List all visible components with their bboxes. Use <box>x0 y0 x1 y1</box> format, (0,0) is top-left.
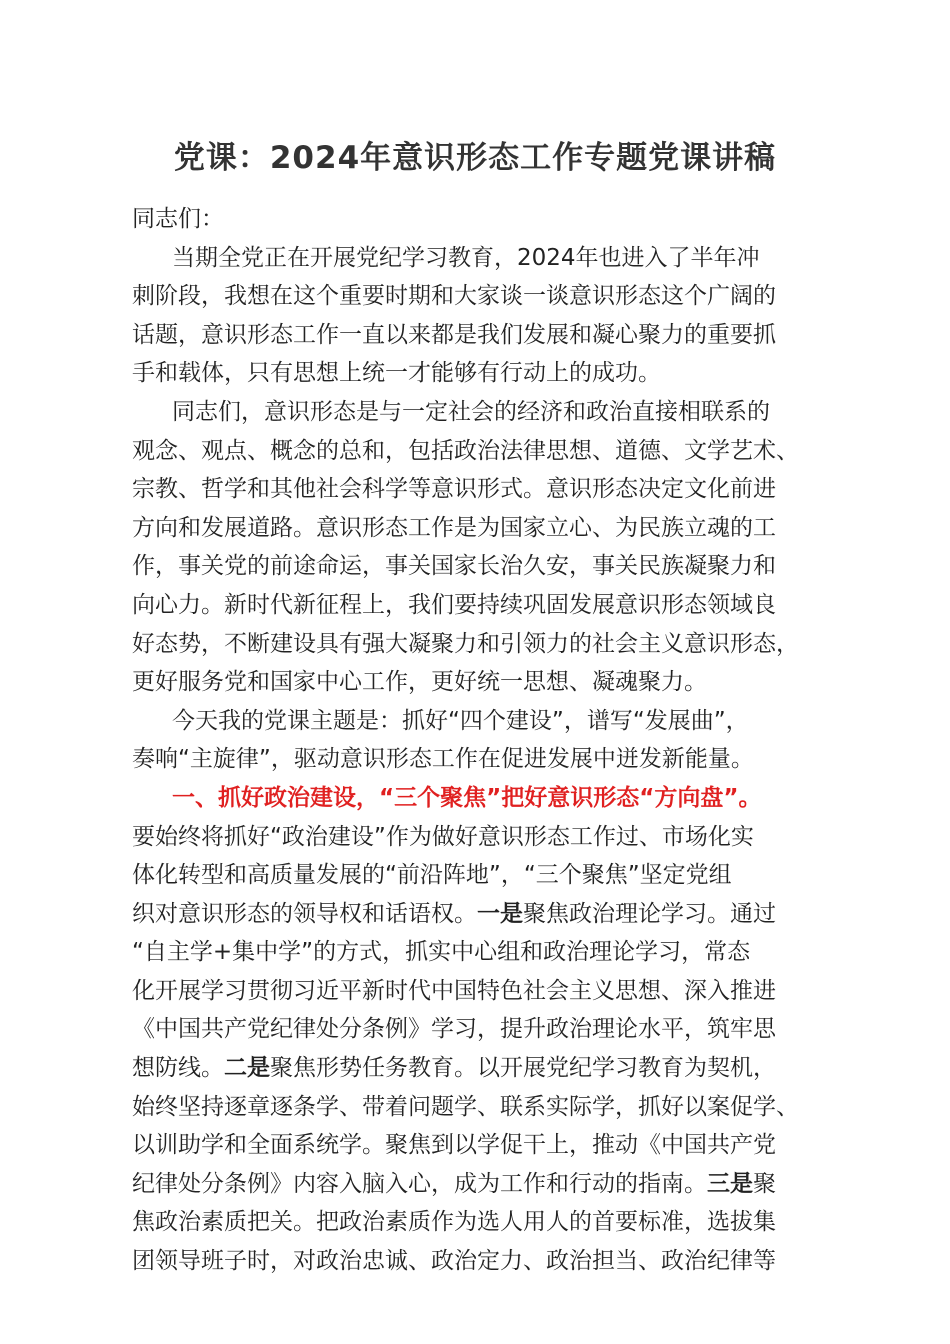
text-run: 聚焦政治理论学习。通过 <box>523 900 776 927</box>
paragraph-line: 焦政治素质把关。把政治素质作为选人用人的首要标准，选拔集 <box>132 1209 776 1236</box>
paragraph-line: 手和载体，只有思想上统一才能够有行动上的成功。 <box>132 360 661 387</box>
paragraph-line: 作，事关党的前途命运，事关国家长治久安，事关民族凝聚力和 <box>132 553 776 580</box>
section-heading: 一、抓好政治建设，“三个聚焦”把好意识形态“方向盘”。 <box>172 784 762 811</box>
paragraph-line: 以训助学和全面系统学。聚焦到以学促干上，推动《中国共产党 <box>132 1132 776 1159</box>
text-run: 聚焦形势任务教育。以开展党纪学习教育为契机， <box>270 1055 776 1082</box>
paragraph-line: 要始终将抓好“政治建设”作为做好意识形态工作过、市场化实 <box>132 823 754 850</box>
paragraph-line: 向心力。新时代新征程上，我们要持续巩固发展意识形态领域良 <box>132 591 776 618</box>
paragraph-line: 宗教、哲学和其他社会科学等意识形式。意识形态决定文化前进 <box>132 476 776 503</box>
paragraph-line: 同志们，意识形态是与一定社会的经济和政治直接相联系的 <box>172 398 770 425</box>
text-run: 聚 <box>753 1170 776 1197</box>
paragraph-line: 当期全党正在开展党纪学习教育，2024年也进入了半年冲 <box>172 244 760 271</box>
paragraph-line: 方向和发展道路。意识形态工作是为国家立心、为民族立魂的工 <box>132 514 776 541</box>
paragraph-line: 奏响“主旋律”，驱动意识形态工作在促进发展中迸发新能量。 <box>132 746 754 773</box>
paragraph-line <box>132 1165 852 1204</box>
paragraph-line: 今天我的党课主题是：抓好“四个建设”，谱写“发展曲”， <box>172 707 749 734</box>
text-run: 织对意识形态的领导权和话语权。 <box>132 900 477 927</box>
paragraph-line: 体化转型和高质量发展的“前沿阵地”，“三个聚焦”坚定党组 <box>132 862 732 889</box>
paragraph-line <box>132 1049 852 1088</box>
paragraph-line <box>132 895 852 934</box>
paragraph-line: 话题，意识形态工作一直以来都是我们发展和凝心聚力的重要抓 <box>132 321 776 348</box>
text-run: 纪律处分条例》内容入脑入心，成为工作和行动的指南。 <box>132 1170 707 1197</box>
paragraph-line: 刺阶段，我想在这个重要时期和大家谈一谈意识形态这个广阔的 <box>132 283 776 310</box>
paragraph-line: 化开展学习贯彻习近平新时代中国特色社会主义思想、深入推进 <box>132 977 776 1004</box>
paragraph-line: “自主学+集中学”的方式，抓实中心组和政治理论学习，常态 <box>132 939 751 966</box>
salutation: 同志们： <box>132 206 224 232</box>
paragraph-line: 团领导班子时，对政治忠诚、政治定力、政治担当、政治纪律等 <box>132 1248 776 1275</box>
point-marker-three: 三是 <box>707 1170 753 1197</box>
paragraph-line: 好态势，不断建设具有强大凝聚力和引领力的社会主义意识形态， <box>132 630 799 657</box>
document-body <box>132 200 852 1281</box>
paragraph-line: 《中国共产党纪律处分条例》学习，提升政治理论水平，筑牢思 <box>132 1016 776 1043</box>
paragraph-line: 更好服务党和国家中心工作，更好统一思想、凝魂聚力。 <box>132 669 707 696</box>
document-title: 党课：2024年意识形态工作专题党课讲稿 <box>173 140 777 176</box>
paragraph-line: 观念、观点、概念的总和，包括政治法律思想、道德、文学艺术、 <box>132 437 799 464</box>
point-marker-one: 一是 <box>477 900 523 927</box>
text-run: 想防线。 <box>132 1055 224 1082</box>
point-marker-two: 二是 <box>224 1055 270 1082</box>
paragraph-line: 始终坚持逐章逐条学、带着问题学、联系实际学，抓好以案促学、 <box>132 1093 799 1120</box>
